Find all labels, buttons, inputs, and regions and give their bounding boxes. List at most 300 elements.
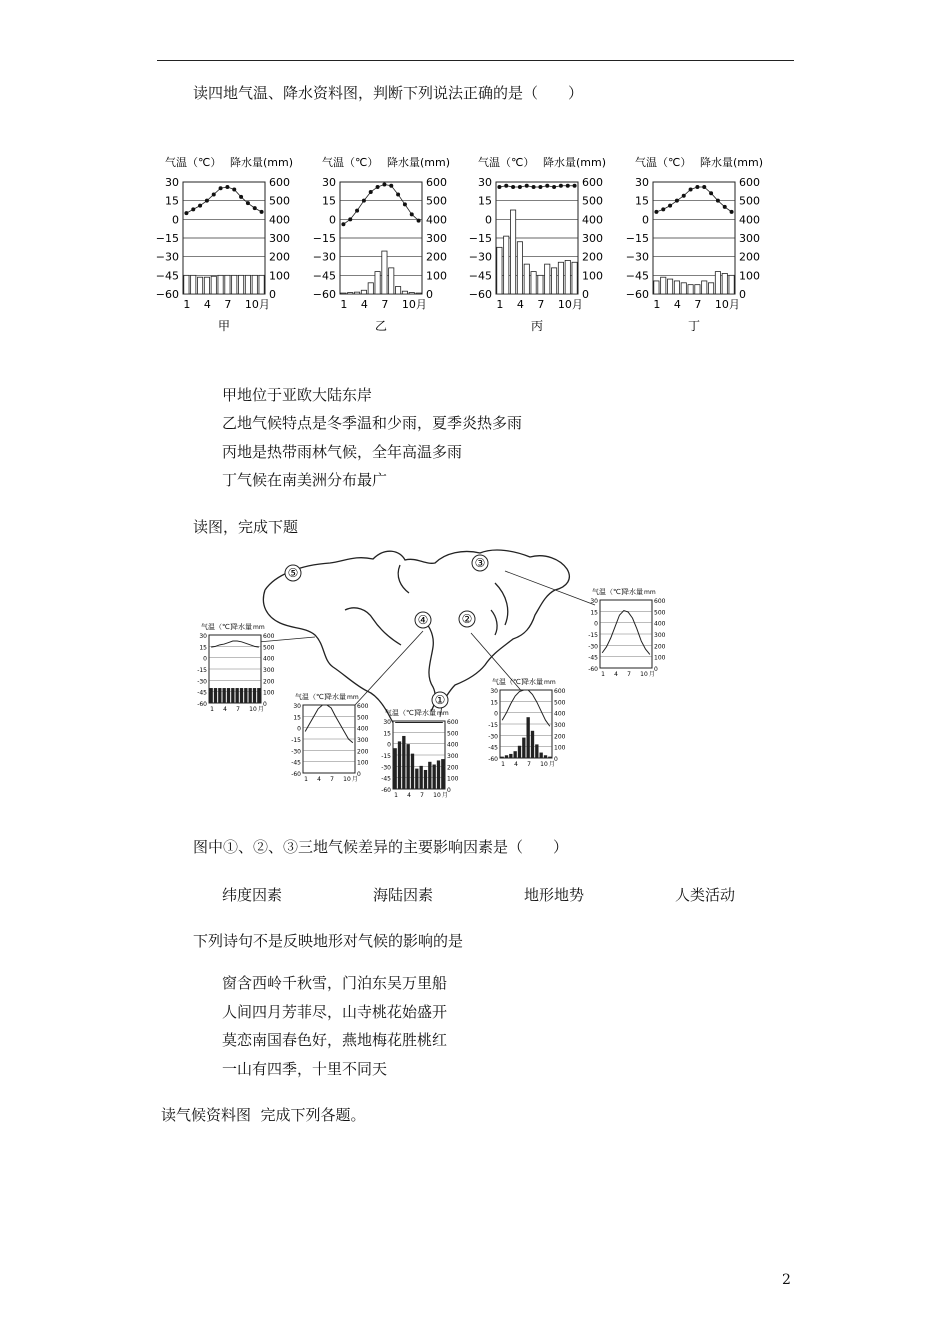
- month-tick-label: 10月: [401, 298, 427, 311]
- temperature-point: [532, 185, 536, 189]
- temp-tick-label: 30: [165, 176, 179, 189]
- mini-precip-bar: [227, 688, 230, 703]
- temperature-point: [355, 209, 359, 213]
- month-tick-label: 1: [653, 298, 661, 311]
- temperature-point: [668, 204, 672, 208]
- precip-bar: [204, 277, 209, 294]
- mini-precip-bar: [420, 766, 423, 789]
- temperature-point: [504, 184, 508, 188]
- temp-tick-label: −30: [625, 250, 649, 264]
- mini-month-tick: 月: [648, 671, 655, 678]
- precip-tick-label: 100: [269, 269, 290, 283]
- precip-bar: [225, 275, 230, 294]
- q2-option-b[interactable]: 海陆因素: [373, 886, 434, 904]
- precip-bar: [695, 285, 700, 294]
- mini-precip-label: 降水量: [325, 693, 346, 701]
- temperature-point: [654, 210, 658, 214]
- temperature-point: [253, 206, 257, 210]
- world-map-figure: [195, 535, 670, 810]
- mini-precip-tick: 300: [263, 667, 275, 674]
- mini-precip-tick: 100: [263, 689, 275, 697]
- mini-precip-bar: [509, 754, 512, 758]
- precip-bar: [674, 281, 679, 294]
- precip-bar: [354, 292, 359, 294]
- climate-chart-1: [156, 155, 293, 333]
- precip-bar: [510, 210, 515, 294]
- mini-precip-label: 降水量: [415, 709, 436, 717]
- mini-unit-label: mm: [437, 710, 449, 717]
- mini-temp-tick: 0: [297, 725, 301, 733]
- precip-bar: [688, 285, 693, 294]
- mini-precip-bar: [236, 688, 239, 703]
- temp-tick-label: 30: [478, 176, 492, 189]
- mini-temp-tick: -30: [291, 748, 301, 756]
- mini-precip-bar: [415, 769, 418, 789]
- precip-bar: [565, 260, 570, 294]
- temperature-point: [389, 184, 393, 188]
- month-tick-label: 7: [381, 298, 389, 311]
- mini-precip-tick: 500: [654, 609, 666, 617]
- mini-temp-tick: -45: [381, 775, 391, 783]
- precip-bar: [211, 276, 216, 294]
- temperature-point: [511, 185, 515, 189]
- precip-axis-title: 降水量(mm): [543, 156, 607, 169]
- precip-bar: [416, 293, 421, 294]
- month-tick-label: 4: [516, 298, 524, 311]
- q1-option-c[interactable]: 丙地是热带雨林气候，全年高温多雨: [222, 443, 463, 461]
- mini-precip-tick: 400: [357, 725, 369, 733]
- precip-bar: [382, 251, 387, 294]
- q3-option-d[interactable]: 一山有四季，十里不同天: [222, 1060, 388, 1078]
- mini-temp-tick: -30: [488, 733, 498, 741]
- q2-stem: 图中①、②、③三地气候差异的主要影响因素是（ ）: [193, 838, 569, 856]
- q1-option-a[interactable]: 甲地位于亚欧大陆东岸: [222, 386, 373, 404]
- temperature-point: [723, 205, 727, 209]
- temp-tick-label: −60: [155, 288, 179, 301]
- mini-temp-tick: -45: [588, 654, 598, 662]
- precip-bar: [729, 275, 734, 294]
- temp-tick-label: 0: [485, 213, 492, 227]
- mini-precip-tick: 0: [554, 756, 558, 763]
- mini-precip-bar: [428, 762, 431, 789]
- precip-bar: [708, 283, 713, 294]
- mini-month-tick: 月: [351, 776, 358, 783]
- temp-axis-title: 气温（℃）: [635, 156, 692, 169]
- precip-tick-label: 100: [426, 269, 447, 283]
- precip-bar: [259, 275, 264, 294]
- mini-temp-tick: 30: [490, 688, 498, 695]
- mini-chart-4: [291, 692, 368, 783]
- leader-line-3: [505, 571, 595, 605]
- mini-unit-label: mm: [544, 679, 556, 686]
- chart-name: 乙: [374, 319, 388, 333]
- precip-tick-label: 0: [739, 288, 746, 301]
- temperature-line: [499, 186, 574, 187]
- mini-temp-label: 气温（℃）: [201, 623, 237, 631]
- temperature-point: [396, 192, 400, 196]
- precip-bar: [551, 268, 556, 294]
- month-tick-label: 10月: [244, 298, 270, 311]
- temp-tick-label: −15: [155, 232, 179, 245]
- temperature-line: [186, 187, 261, 213]
- temperature-point: [225, 185, 229, 189]
- temp-tick-label: −30: [155, 250, 179, 264]
- temp-axis-title: 气温（℃）: [165, 156, 222, 169]
- mini-temp-tick: -60: [588, 666, 598, 673]
- mini-month-tick: 4: [514, 761, 518, 768]
- temperature-point: [730, 210, 734, 214]
- mini-precip-bar: [407, 744, 410, 789]
- mini-temp-tick: -60: [488, 756, 498, 763]
- temperature-point: [552, 185, 556, 189]
- mini-precip-bar: [505, 755, 508, 758]
- temperature-point: [573, 184, 577, 188]
- temp-tick-label: −30: [468, 250, 492, 264]
- temp-tick-label: −30: [312, 250, 336, 264]
- mini-month-tick: 4: [223, 706, 227, 713]
- temp-tick-label: 15: [635, 194, 649, 208]
- q1-option-b[interactable]: 乙地气候特点是冬季温和少雨，夏季炎热多雨: [222, 414, 523, 432]
- precip-tick-label: 400: [739, 213, 760, 227]
- temperature-point: [695, 185, 699, 189]
- precip-bar: [504, 236, 509, 294]
- mini-month-tick: 1: [210, 706, 214, 713]
- precip-tick-label: 500: [739, 194, 760, 208]
- temp-tick-label: 0: [172, 213, 179, 227]
- mini-temp-tick: -60: [291, 771, 301, 778]
- mini-precip-bar: [214, 688, 217, 703]
- mini-precip-tick: 600: [447, 719, 459, 726]
- precip-bar: [715, 272, 720, 294]
- q3-option-a[interactable]: 窗含西岭千秋雪，门泊东吴万里船: [222, 974, 448, 992]
- temperature-point: [417, 219, 421, 223]
- mini-precip-bar: [402, 736, 405, 789]
- mini-temp-tick: -30: [588, 643, 598, 651]
- temperature-point: [191, 207, 195, 211]
- temperature-point: [497, 185, 501, 189]
- temperature-point: [410, 212, 414, 216]
- precip-tick-label: 400: [582, 213, 603, 227]
- mini-precip-bar: [441, 759, 444, 789]
- temperature-point: [403, 202, 407, 206]
- temperature-point: [246, 201, 250, 205]
- mini-temp-tick: -30: [197, 678, 207, 686]
- precip-tick-label: 500: [582, 194, 603, 208]
- mini-precip-tick: 500: [554, 699, 566, 707]
- climate-chart-3: [469, 155, 606, 333]
- mini-precip-tick: 600: [554, 688, 566, 695]
- temp-tick-label: 0: [642, 213, 649, 227]
- mini-precip-label: 降水量: [522, 678, 543, 686]
- month-tick-label: 4: [673, 298, 681, 311]
- temp-tick-label: −15: [312, 232, 336, 245]
- mini-precip-tick: 300: [554, 722, 566, 729]
- mini-precip-bar: [257, 688, 260, 703]
- mini-precip-tick: 400: [263, 655, 275, 663]
- mini-month-tick: 7: [420, 792, 424, 799]
- mini-unit-label: mm: [347, 694, 359, 701]
- precip-bar: [524, 264, 529, 294]
- precip-axis-title: 降水量(mm): [700, 156, 764, 169]
- temperature-point: [341, 222, 345, 226]
- precip-bar: [661, 277, 666, 294]
- mini-month-tick: 10: [540, 761, 548, 768]
- q3-option-b[interactable]: 人间四月芳菲尽，山寺桃花始盛开: [222, 1003, 448, 1021]
- precip-tick-label: 0: [582, 288, 589, 301]
- temperature-point: [205, 199, 209, 203]
- mini-temp-tick: -15: [588, 632, 598, 639]
- temperature-point: [212, 192, 216, 196]
- mini-precip-tick: 500: [357, 714, 369, 722]
- month-tick-label: 1: [340, 298, 348, 311]
- mini-month-tick: 10: [343, 776, 351, 783]
- climate-chart-4: [626, 155, 763, 333]
- mini-precip-tick: 500: [263, 644, 275, 652]
- mini-month-tick: 4: [317, 776, 321, 783]
- mini-temp-tick: 15: [490, 699, 498, 707]
- temp-tick-label: −60: [468, 288, 492, 301]
- mini-temp-label: 气温（℃）: [492, 678, 528, 686]
- q3-stem: 下列诗句不是反映地形对气候的影响的是: [193, 932, 464, 950]
- temp-tick-label: 15: [165, 194, 179, 208]
- precip-tick-label: 300: [426, 232, 447, 245]
- mini-month-tick: 10: [433, 792, 441, 799]
- mini-precip-bar: [501, 757, 504, 758]
- month-tick-label: 1: [496, 298, 504, 311]
- mini-month-tick: 10: [640, 671, 648, 678]
- mini-precip-bar: [535, 744, 538, 758]
- mini-precip-tick: 300: [447, 753, 459, 760]
- temp-tick-label: 15: [322, 194, 336, 208]
- temp-tick-label: 30: [635, 176, 649, 189]
- q2-option-c[interactable]: 地形地势: [524, 886, 585, 904]
- mini-precip-tick: 400: [447, 741, 459, 749]
- precip-bar: [218, 275, 223, 294]
- temperature-point: [702, 185, 706, 189]
- precip-bar: [191, 275, 196, 294]
- mini-precip-bar: [433, 765, 436, 789]
- mini-precip-bar: [544, 755, 547, 758]
- temperature-point: [559, 184, 563, 188]
- temperature-point: [239, 195, 243, 199]
- temp-axis-title: 气温（℃）: [322, 156, 379, 169]
- precip-bar: [722, 273, 727, 294]
- temperature-point: [348, 217, 352, 221]
- mini-unit-label: mm: [644, 589, 656, 596]
- temp-tick-label: −15: [625, 232, 649, 245]
- marker-5: ⑤: [287, 566, 299, 580]
- month-tick-label: 7: [694, 298, 702, 311]
- mini-precip-bar: [394, 748, 397, 789]
- header-rule: [157, 60, 794, 61]
- mini-precip-tick: 200: [357, 748, 369, 756]
- mini-temp-tick: 0: [203, 655, 207, 663]
- month-tick-label: 4: [203, 298, 211, 311]
- mini-precip-tick: 0: [447, 787, 451, 794]
- temperature-point: [661, 207, 665, 211]
- precip-bar: [667, 279, 672, 294]
- mini-precip-tick: 500: [447, 730, 459, 738]
- mini-precip-tick: 200: [447, 764, 459, 772]
- month-tick-label: 4: [360, 298, 368, 311]
- temperature-line: [343, 184, 418, 224]
- mini-precip-tick: 200: [263, 678, 275, 686]
- month-tick-label: 7: [537, 298, 545, 311]
- precip-bar: [197, 277, 202, 294]
- mini-temp-tick: 15: [199, 644, 207, 652]
- mini-precip-tick: 400: [554, 710, 566, 718]
- temp-tick-label: 0: [329, 213, 336, 227]
- temperature-point: [675, 199, 679, 203]
- precip-tick-label: 200: [426, 250, 447, 264]
- mini-month-tick: 10: [249, 706, 257, 713]
- temperature-point: [260, 210, 264, 214]
- mini-precip-tick: 0: [654, 666, 658, 673]
- mini-temp-tick: 15: [590, 609, 598, 617]
- mini-month-tick: 月: [257, 706, 264, 713]
- mini-precip-tick: 300: [357, 737, 369, 744]
- mini-temp-label: 气温（℃）: [385, 709, 421, 717]
- mini-month-tick: 4: [614, 671, 618, 678]
- precip-axis-title: 降水量(mm): [230, 156, 294, 169]
- mini-temp-tick: -15: [381, 753, 391, 760]
- chart-name: 丙: [530, 319, 544, 333]
- precip-tick-label: 100: [739, 269, 760, 283]
- month-tick-label: 7: [224, 298, 232, 311]
- temp-tick-label: −60: [625, 288, 649, 301]
- temperature-point: [709, 191, 713, 195]
- precip-bar: [368, 283, 373, 294]
- temperature-point: [382, 182, 386, 186]
- precip-tick-label: 200: [269, 250, 290, 264]
- temperature-line: [656, 187, 731, 212]
- q2-option-d[interactable]: 人类活动: [675, 886, 736, 904]
- temperature-point: [184, 211, 188, 215]
- mini-precip-tick: 100: [357, 759, 369, 767]
- temperature-point: [198, 204, 202, 208]
- precip-tick-label: 0: [269, 288, 276, 301]
- chart-name: 丁: [687, 319, 701, 333]
- precip-tick-label: 600: [739, 176, 760, 189]
- mini-temp-tick: 0: [387, 741, 391, 749]
- precip-tick-label: 500: [426, 194, 447, 208]
- mini-temp-tick: -60: [197, 701, 207, 708]
- mini-temp-label: 气温（℃）: [295, 693, 331, 701]
- mini-precip-bar: [210, 688, 213, 703]
- page-number: 2: [782, 1272, 791, 1288]
- temperature-point: [716, 199, 720, 203]
- precip-axis-title: 降水量(mm): [387, 156, 451, 169]
- temperature-point: [689, 187, 693, 191]
- chart-name: 甲: [217, 319, 231, 333]
- precip-tick-label: 600: [426, 176, 447, 189]
- precip-tick-label: 0: [426, 288, 433, 301]
- precip-tick-label: 400: [426, 213, 447, 227]
- q1-stem: 读四地气温、降水资料图，判断下列说法正确的是（ ）: [193, 84, 584, 102]
- marker-4: ④: [417, 613, 429, 627]
- mini-precip-bar: [223, 688, 226, 703]
- mini-precip-tick: 600: [263, 633, 275, 640]
- precip-tick-label: 500: [269, 194, 290, 208]
- temperature-point: [525, 184, 529, 188]
- mini-temp-tick: -15: [291, 737, 301, 744]
- mini-month-tick: 4: [407, 792, 411, 799]
- precip-bar: [184, 275, 189, 294]
- marker-1: ①: [434, 693, 446, 707]
- mini-temp-tick: -60: [381, 787, 391, 794]
- mini-precip-tick: 0: [263, 701, 267, 708]
- precip-tick-label: 200: [582, 250, 603, 264]
- precip-tick-label: 300: [269, 232, 290, 245]
- mini-month-tick: 1: [501, 761, 505, 768]
- precip-tick-label: 100: [582, 269, 603, 283]
- precip-bar: [702, 281, 707, 294]
- climate-chart-2: [313, 155, 450, 333]
- mini-precip-label: 降水量: [622, 588, 643, 596]
- mini-temp-tick: 30: [590, 598, 598, 605]
- mini-temp-tick: -45: [488, 744, 498, 752]
- q3-option-c[interactable]: 莫恋南国春色好，燕地梅花胜桃红: [222, 1031, 448, 1049]
- precip-bar: [238, 275, 243, 294]
- temperature-point: [362, 199, 366, 203]
- leader-line-4: [355, 631, 423, 705]
- temperature-point: [518, 185, 522, 189]
- temp-tick-label: −45: [312, 269, 336, 283]
- mini-precip-tick: 200: [554, 733, 566, 741]
- mini-precip-tick: 300: [654, 632, 666, 639]
- mini-precip-tick: 400: [654, 620, 666, 628]
- mini-temp-label: 气温（℃）: [592, 588, 628, 596]
- precip-tick-label: 300: [739, 232, 760, 245]
- mini-month-tick: 1: [601, 671, 605, 678]
- temp-tick-label: 15: [478, 194, 492, 208]
- mini-precip-bar: [424, 770, 427, 789]
- mini-month-tick: 7: [236, 706, 240, 713]
- precip-bar: [348, 293, 353, 294]
- precip-bar: [389, 268, 394, 294]
- precip-bar: [681, 283, 686, 294]
- mini-precip-bar: [218, 688, 221, 703]
- q2-intro: 读图，完成下题: [193, 518, 299, 536]
- mini-precip-bar: [540, 753, 543, 758]
- precip-bar: [654, 281, 659, 294]
- precip-bar: [232, 275, 237, 294]
- precip-bar: [361, 290, 366, 294]
- mini-precip-bar: [548, 757, 551, 758]
- temperature-point: [376, 185, 380, 189]
- q1-climate-charts: [150, 148, 800, 343]
- mini-precip-bar: [522, 738, 525, 758]
- mini-chart-5: [197, 622, 274, 713]
- mini-precip-tick: 600: [654, 598, 666, 605]
- precip-bar: [517, 242, 522, 294]
- mini-temp-tick: 0: [494, 710, 498, 718]
- precip-bar: [375, 272, 380, 294]
- mini-month-tick: 7: [330, 776, 334, 783]
- month-tick-label: 10月: [714, 298, 740, 311]
- mini-precip-tick: 600: [357, 703, 369, 710]
- precip-bar: [409, 293, 414, 294]
- mini-precip-bar: [249, 688, 252, 703]
- precip-tick-label: 600: [582, 176, 603, 189]
- q1-option-d[interactable]: 丁气候在南美洲分布最广: [222, 471, 388, 489]
- temp-tick-label: −45: [468, 269, 492, 283]
- temp-axis-title: 气温（℃）: [478, 156, 535, 169]
- mini-precip-tick: 100: [447, 775, 459, 783]
- mini-temp-tick: 30: [199, 633, 207, 640]
- q2-option-a[interactable]: 纬度因素: [222, 886, 283, 904]
- mini-precip-tick: 0: [357, 771, 361, 778]
